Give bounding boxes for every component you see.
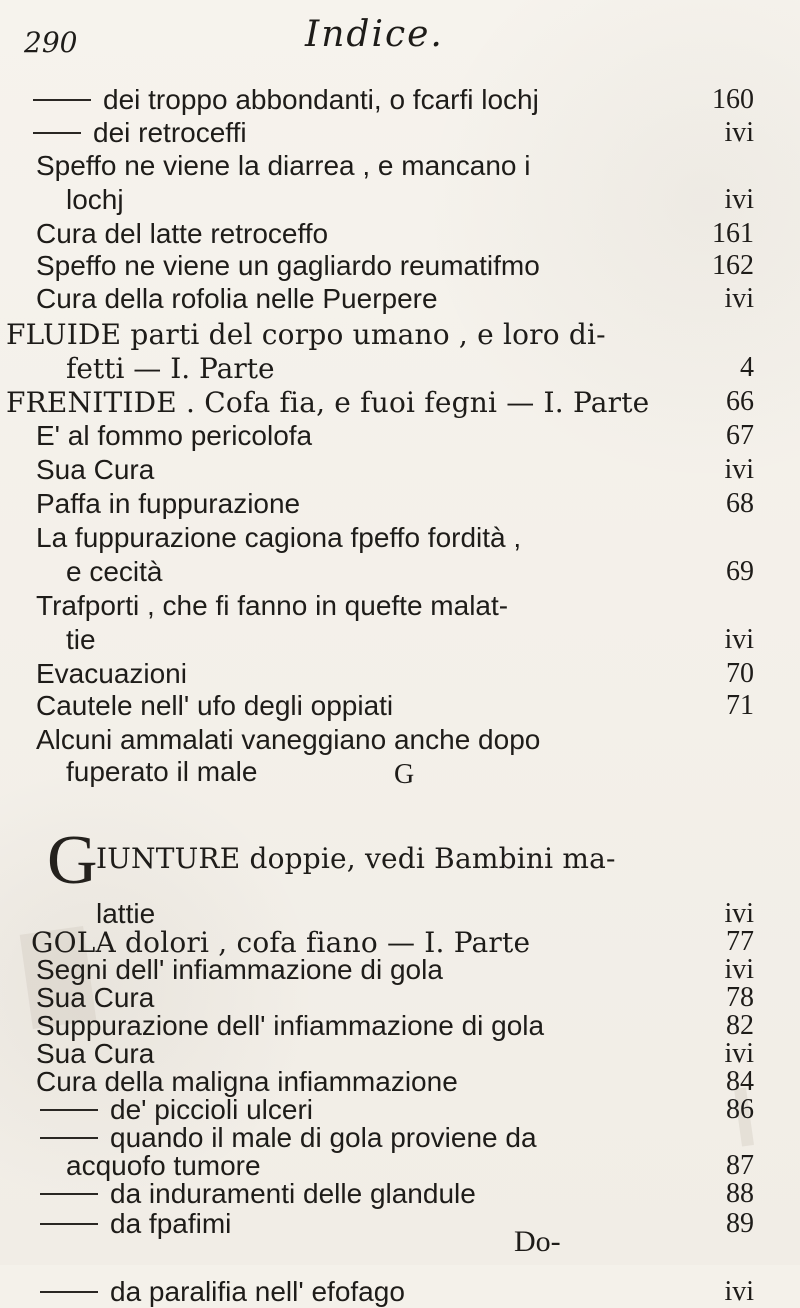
entry-dash: [40, 1193, 98, 1195]
index-entry: [6, 318, 606, 351]
entry-text: quando il male di gola proviene da: [110, 1122, 537, 1153]
page-reference: 84: [726, 1066, 754, 1097]
page-number: 290: [24, 26, 78, 59]
index-entry: [36, 658, 187, 690]
index-entry: [40, 1276, 405, 1308]
entry-text: Cautele nell' ufo degli oppiati: [36, 690, 394, 721]
page-reference: ivi: [724, 1276, 754, 1307]
entry-text: tie: [66, 624, 96, 655]
entry-text: de' piccioli ulceri: [110, 1094, 313, 1125]
entry-text: lattie: [96, 898, 156, 929]
page-header: [0, 10, 800, 62]
entry-dash: [40, 1137, 98, 1139]
entry-text: fetti — I. Parte: [66, 352, 275, 385]
entry-text: acquofo tumore: [66, 1150, 261, 1181]
page-reference: 4: [740, 352, 754, 383]
page-reference: 77: [726, 926, 754, 957]
entry-text: FLUIDE parti del corpo umano , e loro di-: [6, 318, 606, 351]
entry-text: Cura della rofolia nelle Puerpere: [36, 283, 438, 314]
page-reference: 160: [712, 84, 754, 115]
entry-text: Paffa in fuppurazione: [36, 488, 301, 519]
page-reference: 70: [726, 658, 754, 689]
entry-text: dei retroceffi: [93, 117, 247, 148]
page-reference: ivi: [724, 898, 754, 929]
page-reference: 66: [726, 386, 754, 417]
index-entry: [33, 84, 539, 116]
entry-text: e cecità: [66, 556, 163, 587]
index-entry: [40, 1178, 476, 1210]
index-entry: [96, 842, 616, 875]
page-reference: 67: [726, 420, 754, 451]
entry-dash: [40, 1109, 98, 1111]
entry-dash: [33, 99, 91, 101]
entry-text: da induramenti delle glandule: [110, 1178, 476, 1209]
page-reference: 88: [726, 1178, 754, 1209]
entry-text: Suppurazione dell' infiammazione di gola: [36, 1010, 545, 1041]
index-entry: [66, 556, 163, 588]
page-reference: 71: [726, 690, 754, 721]
index-entry: [40, 1208, 231, 1240]
page-reference: ivi: [724, 954, 754, 985]
page-reference: ivi: [724, 454, 754, 485]
index-entry: [36, 150, 530, 182]
page-reference: 86: [726, 1094, 754, 1125]
entry-text: Segni dell' infiammazione di gola: [36, 954, 443, 985]
index-entry: [66, 352, 275, 385]
page-reference: 161: [712, 218, 754, 249]
entry-text: da paralifia nell' efofago: [110, 1276, 405, 1307]
index-entry: [36, 590, 508, 622]
page-reference: 69: [726, 556, 754, 587]
index-entry: [66, 624, 96, 656]
entry-text: GOLA dolori , cofa fiano — I. Parte: [31, 926, 531, 959]
page-reference: ivi: [724, 1038, 754, 1069]
index-entry: [36, 250, 540, 282]
entry-text: lochj: [66, 184, 124, 215]
index-entry: [36, 724, 540, 756]
entry-text: fuperato il male: [66, 756, 258, 787]
entry-text: dei troppo abbondanti, o fcarfi lochj: [103, 84, 539, 115]
entry-dash: [40, 1291, 98, 1293]
entry-text: IUNTURE doppie, vedi Bambini ma-: [96, 842, 616, 875]
page-reference: 162: [712, 250, 754, 281]
catchword: Do-: [514, 1225, 561, 1258]
entry-dash: [40, 1223, 98, 1225]
index-entry: [66, 184, 124, 216]
page-reference: ivi: [724, 184, 754, 215]
index-entry: [66, 756, 257, 788]
entry-text: Cura della maligna infiammazione: [36, 1066, 458, 1097]
entry-text: Sua Cura: [36, 1038, 155, 1069]
index-entry: [36, 690, 393, 722]
page-reference: 82: [726, 1010, 754, 1041]
entry-text: Speffo ne viene la diarrea , e mancano i: [36, 150, 531, 181]
index-entry: [36, 488, 300, 520]
page-reference: ivi: [724, 624, 754, 655]
entry-text: Alcuni ammalati vaneggiano anche dopo: [36, 724, 541, 755]
entry-text: Sua Cura: [36, 454, 155, 485]
index-entry: [6, 386, 649, 419]
index-entry: [36, 420, 312, 452]
index-entry: [36, 522, 521, 554]
index-entry: [33, 117, 247, 149]
index-entry: [36, 283, 438, 315]
page-reference: ivi: [724, 117, 754, 148]
entry-text: Evacuazioni: [36, 658, 187, 689]
entry-dash: [33, 132, 81, 134]
entry-text: da fpafimi: [110, 1208, 232, 1239]
page-reference: ivi: [724, 283, 754, 314]
entry-text: Trafporti , che fi fanno in quefte malat-: [36, 590, 509, 621]
page-reference: 68: [726, 488, 754, 519]
section-heading: G: [394, 759, 415, 790]
index-entry: [36, 454, 154, 486]
page-reference: 89: [726, 1208, 754, 1239]
entry-text: La fuppurazione cagiona fpeffo fordità ,: [36, 522, 522, 553]
index-entry: [36, 218, 328, 250]
page-title: Indice.: [305, 14, 444, 55]
entry-text: FRENITIDE . Cofa fia, e fuoi fegni — I. Parte: [6, 386, 650, 419]
page-reference: 78: [726, 982, 754, 1013]
entry-text: Speffo ne viene un gagliardo reumatifmo: [36, 250, 540, 281]
drop-cap: G: [47, 822, 98, 899]
entry-text: E' al fommo pericolofa: [36, 420, 313, 451]
page-reference: 87: [726, 1150, 754, 1181]
entry-text: Cura del latte retroceffo: [36, 218, 329, 249]
entry-text: Sua Cura: [36, 982, 155, 1013]
